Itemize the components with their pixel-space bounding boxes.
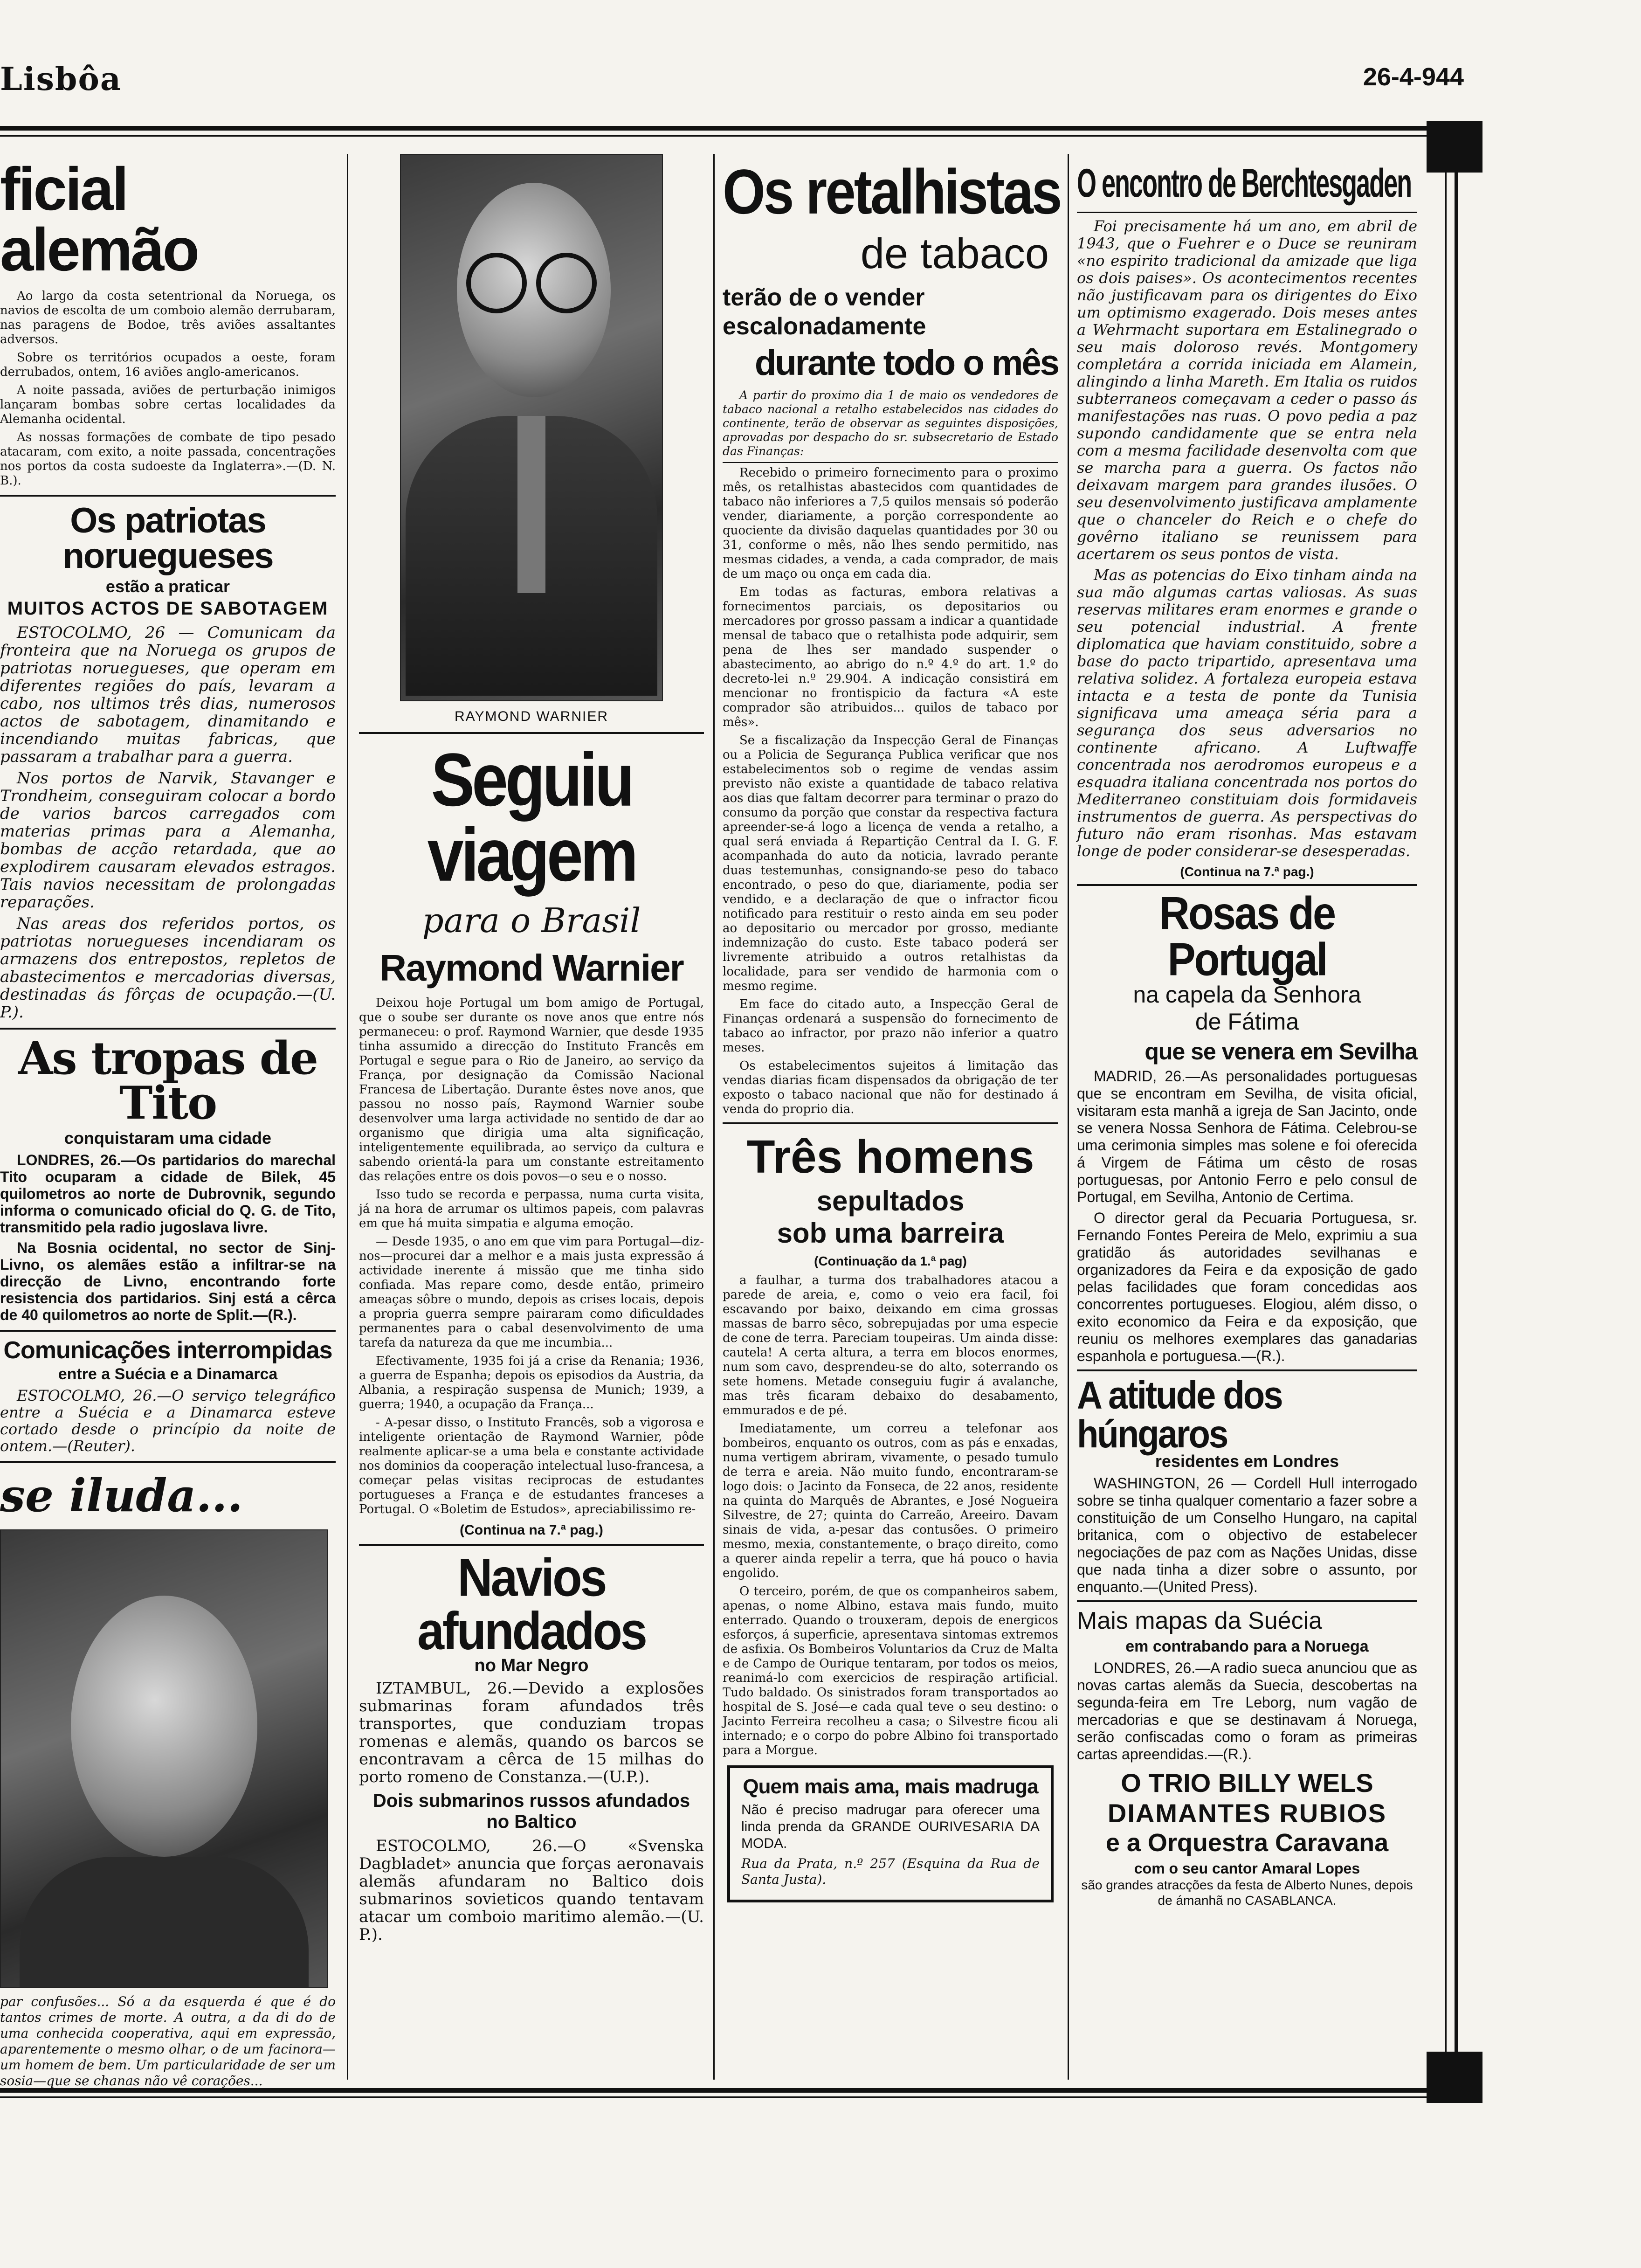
section-rule — [1077, 884, 1417, 886]
paragraph: Em face do citado auto, a Inspecção Geral de Finanças ordenará a suspensão do fornecimento de tabaco ao infractor, por prazo não inferior a quatro meses. — [723, 997, 1058, 1055]
column-2 — [359, 154, 704, 2080]
paragraph: Se a fiscalização da Inspecção Geral de Finanças ou a Policia de Segurança Publica verificar que nos estabelecimentos sob o regime de vendas assim previsto não existe a quantidade de tabaco relativa aos dias que faltam decorrer para terminar o prazo do consumo da porção que constar da respectiva factura apreender-se-á logo a licença de venda a retalho, a qual será enviada á Repartição Central da I. G. F. acompanhada do auto da noticia, lavrado perante duas testemunhas, consignando-se peso do tabaco encontrado, o peso do que, diariamente, podia ser vendido, e a declaração de que o infractor ficou notificado para restituir o resto ainda em seu poder ao depositario ou mercador por grosso, mediante indemnização do custo. Este tabaco poderá ser livremente atribuido a outros retalhistas da localidade, para ser vendido de harmonia com o mesmo regime. — [723, 733, 1058, 993]
subheadline: residentes em Londres — [1155, 1452, 1339, 1471]
ad-line: e a Orquestra Caravana — [1105, 1829, 1389, 1857]
subheadline: conquistaram uma cidade — [64, 1128, 272, 1148]
section-rule — [359, 1544, 704, 1546]
story-mapas — [1077, 1607, 1417, 1763]
ad-text: são grandes atracções da festa de Alberto Nunes, depois de ámanhã no CASABLANCA. — [1081, 1878, 1413, 1908]
ad-address: Rua da Prata, n.º 257 (Esquina da Rua de Santa Justa). — [741, 1856, 1040, 1887]
subheadline: durante todo o mês — [754, 343, 1058, 383]
tie-image — [517, 416, 545, 593]
paragraph: Na Bosnia ocidental, no sector de Sinj-Livno, os alemães estão a infiltrar-se na direcção de Livno, encontrando forte resistencia dos partidarios. Sinj está a cêrca de 40 quilometros ao norte de Split.—(R.). — [0, 1239, 336, 1323]
headline: Mais mapas da Suécia — [1077, 1607, 1323, 1634]
subheadline: entre a Suécia e a Dinamarca — [58, 1365, 278, 1383]
subheadline: na capela da Senhora — [1133, 982, 1361, 1008]
continued-note: (Continuação da 1.ª pag) — [814, 1254, 967, 1268]
paragraph: Mas as potencias do Eixo tinham ainda na sua mão algumas cartas valiosas. As suas reservas militares eram enormes e grande o seu potencial industrial. A frente diplomatica que haviam constituido, sobre a base do pacto tripartido, apresentava uma relativa solidez. A fortaleza europeia estava intacta e a testa de ponte da Tunisia significava uma ameaça séria para a segurança dos seus adversarios no continente africano. A Luftwaffe concentrada nos aerodromos europeus e a esquadra italiana concentrada nos portos do Mediterraneo constituiam dois formidaveis instrumentos de guerra. As perspectivas do futuro não eram risonhas. Mas estavam longe de poder considerar-se desesperadas. — [1077, 566, 1417, 860]
paragraph: - A-pesar disso, o Instituto Francês, sob a vigorosa e inteligente orientação de Raymond Warnier, pôde realmente aplicar-se a uma bela e constante actividade nos dominios da cooperação intelectual luso-francesa, a começar pelas visitas reciprocas de estudantes portugueses a França e de estudantes franceses a Portugal. O «Boletim de Estudos», apreciabilissimo re- — [359, 1416, 704, 1516]
section-rule — [723, 1122, 1058, 1124]
bottom-rule-thin — [0, 2096, 1464, 2098]
subheadline: sepultados — [816, 1185, 965, 1217]
ad-ourivesaria — [727, 1765, 1054, 1902]
story-hungaros — [1077, 1373, 1417, 1596]
subheadline: sob uma barreira — [777, 1217, 1004, 1249]
paragraph: Deixou hoje Portugal um bom amigo de Portugal, que o soube ser durante os nove anos que entre nós permaneceu: o prof. Raymond Warnier, que desde 1935 tinha assumido a direcção do Instituto Francês em Portugal e segue para o Rio de Janeiro, ao serviço da França, por designação da Comissão Nacional Francesa de Libertação. Durante êstes nove anos, que passou no nosso país, Raymond Warnier soube desenvolver uma larga actividade no sentido de dar ao organismo que dirigia uma alta significação, inteligentemente equilibrada, ao serviço da cultura e sabendo orientá-la para um constante estreitamento das relações entre os dois povos—o seu e o nosso. — [359, 996, 704, 1183]
headline: Os retalhistas — [723, 156, 1061, 228]
story-patriotas — [0, 503, 336, 1021]
face-image — [71, 1596, 257, 1857]
paragraph: As nossas formações de combate de tipo pesado atacaram, com exito, a noite passada, concentrações nos portos da costa sudoeste da Inglaterra».—(D. N. B.). — [0, 430, 336, 488]
continued-note: (Continua na 7.ª pag.) — [460, 1522, 603, 1538]
story-tropas-tito — [0, 1032, 336, 1323]
section-rule — [0, 1028, 336, 1030]
right-border — [1455, 173, 1458, 2052]
headline: As tropas de Tito — [18, 1032, 317, 1129]
column-1 — [0, 154, 336, 2088]
paragraph: Recebido o primeiro fornecimento para o proximo mês, os retalhistas abastecidos com quantidades de tabaco não inferiores a 7,5 quilos mensais só poderão vender, diariamente, a porção correspondente ao quociente da divisão daquelas quantidades por 30 ou 31, conforme o mês, não lhes sendo permitido, nas mesmas cidades, a venda, a cada comprador, de mais de um maço ou onça em cada dia. — [723, 466, 1058, 581]
story-sosia — [0, 1469, 336, 2089]
paragraph: ESTOCOLMO, 26.—O «Svenska Dagbladet» anuncia que forças aeronavais alemãs afundaram no Baltico dois submarinos sovieticos quando tentavam atacar um comboio maritimo alemão.—(U. P.). — [359, 1837, 704, 1944]
ad-title: Quem mais ama, mais madruga — [743, 1775, 1038, 1798]
paragraph: Os estabelecimentos sujeitos á limitação das vendas diarias ficam dispensados da obrigação de ter exposto o tabaco nacional que não for destinado á venda do proprio dia. — [723, 1059, 1058, 1116]
ad-text: Não é preciso madrugar para oferecer uma linda prenda da GRANDE OURIVESARIA DA MODA. — [741, 1802, 1040, 1851]
margin-block-top — [1427, 121, 1482, 173]
paragraph: Foi precisamente há um ano, em abril de 1943, que o Fuehrer e o Duce se reuniram «no espirito tradicional da amizade que liga os dois paises». Os acontecimentos recentes não justificavam para os dirigentes do Eixo um optimismo exagerado. Dois meses antes a Wehrmacht suportara em Estalinegrado o seu mais doloroso revés. Montgomery completára a corrida iniciada em Alamein, alingindo a linha Mareth. Em Italia os ruidos subterraneos começavam a ceder o passo ás manifestações nas ruas. O povo pedia a paz supondo candidamente que se entra nela com a mesma facilidade desenvolta com que se marcha para a guerra. Os factos não deixavam margem para grandes ilusões. O seu desenvolvimento justificava amplamente que o chanceler do Reich e o chefe do govêrno italiano se reunissem para acertarem os seus pontos de vista. — [1077, 217, 1417, 563]
paragraph: Ao largo da costa setentrional da Noruega, os navios de escolta de um comboio alemão derrubaram, nas paragens de Bodoe, três aviões assaltantes adversos. — [0, 289, 336, 346]
subheadline: de Fátima — [1195, 1009, 1299, 1035]
masthead-rule-thin — [0, 135, 1464, 137]
subheadline: terão de o vender escalonadamente — [723, 284, 926, 340]
headline: Comunicações interrompidas — [3, 1337, 332, 1364]
subheadline: estão a praticar — [105, 577, 230, 596]
column-divider-2 — [713, 154, 715, 2080]
paragraph: a faulhar, a turma dos trabalhadores atacou a parede de areia, e, como o veio era facil, foi escavando por baixo, deixando em cima grossas massas de barro sêco, sobrepujadas por uma especie de cone de terra. Pareciam toupeiras. Um ainda disse: cautela! A certa altura, a terra em blocos enormes, num som cavo, desprendeu-se do alto, soterrando os sete homens. Metade conseguiu fugir á avalanche, mas três ficaram debaixo do desabamento, emmurados e de pé. — [723, 1273, 1058, 1418]
subheadline: de tabaco — [860, 230, 1049, 277]
newspaper-title: Lisbôa — [0, 61, 122, 98]
headline: Os patriotas noruegueses — [62, 501, 273, 576]
margin-block-bottom — [1427, 2052, 1482, 2103]
paragraph: Isso tudo se recorda e perpassa, numa curta visita, já na hora de arrumar os ultimos papeis, com palavras em que há muita simpatia e alguma emoção. — [359, 1188, 704, 1231]
section-rule — [359, 732, 704, 734]
paragraph: WASHINGTON, 26 — Cordell Hull interrogado sobre se tinha qualquer comentario a fazer sobre a constituição de um Conselho Hungaro, na capital britanica, com o objectivo de estabelecer negociações de paz com as Nações Unidas, disse que nada tinha a dizer sobre o assunto, por enquanto.—(United Press). — [1077, 1475, 1417, 1595]
subheadline: no Mar Negro — [474, 1656, 589, 1675]
section-rule — [0, 1330, 336, 1332]
paragraph: ESTOCOLMO, 26.—O serviço telegráfico entre a Suécia e a Dinamarca esteve cortado desde o princípio da noite de ontem.—(Reuter). — [0, 1387, 336, 1455]
ad-casablanca — [1077, 1768, 1417, 1908]
paragraph: LONDRES, 26.—Os partidarios do marechal Tito ocuparam a cidade de Bilek, 45 quilometros ao norte de Dubrovnik, segundo informa o comunicado oficial do Q. G. de Tito, transmitido pela radio jugoslava livre. — [0, 1152, 336, 1236]
ad-line: O TRIO BILLY WELS — [1121, 1768, 1373, 1798]
column-divider-3 — [1068, 154, 1069, 2080]
headline: ficial alemão — [0, 155, 198, 284]
headline: A atitude dos húngaros — [1077, 1373, 1282, 1456]
glasses-image — [466, 253, 527, 313]
column-divider-1 — [347, 154, 348, 2080]
right-border-thin — [1445, 173, 1447, 2052]
section-rule — [1077, 1600, 1417, 1602]
paragraph: A noite passada, aviões de perturbação inimigos lançaram bombas sobre certas localidades da Alemanha ocidental. — [0, 383, 336, 426]
shoulders-image — [20, 1857, 309, 1987]
section-rule — [1077, 212, 1417, 213]
glasses-image — [536, 253, 597, 313]
headline: Navios afundados — [417, 1548, 646, 1661]
subheadline: que se venera em Sevilha — [1145, 1038, 1417, 1065]
paragraph: Em todas as facturas, embora relativas a fornecimentos parciais, os depositarios ou mercadores por grosso passam a indicar a quantidade mensal de tabaco que o retalhista pode adquirir, sem pena de lhes ser mandado suspender o abastecimento, ao abrigo do n.º 4.º do art. 1.º do decreto-lei n.º 29.904. A indicação consistirá em mencionar no frontispicio da factura «A este comprador são atribuidos... quilos de tabaco por mês». — [723, 585, 1058, 729]
paragraph: O director geral da Pecuaria Portuguesa, sr. Fernando Fontes Pereira de Melo, exprimiu a sua gratidão ás autoridades sevilhanas e organizadores da Feira e da exposição de gado pelas facilidades que foram concedidas aos concorrentes portugueses. Elogiou, além disso, o exito economico da Feira e da exposição, que reuniu os melhores exemplares das ganadarias espanhola e portuguesa.—(R.). — [1077, 1210, 1417, 1364]
photo-caption: RAYMOND WARNIER — [455, 709, 608, 724]
lead-paragraph: A partir do proximo dia 1 de maio os vendedores de tabaco nacional a retalho estabelecidos nas cidades do continente, terão de observar as seguintes disposições, aprovadas por despacho do sr. subsecretario de Estado das Finanças: — [723, 388, 1058, 458]
subheadline: para o Brasil — [422, 901, 641, 940]
ad-line: com o seu cantor Amaral Lopes — [1134, 1860, 1360, 1877]
section-rule — [723, 462, 1058, 463]
continued-note: (Continua na 7.ª pag.) — [1180, 864, 1314, 879]
masthead-rule — [0, 126, 1464, 131]
paragraph: Sobre os territórios ocupados a oeste, foram derrubados, ontem, 16 aviões anglo-americanos. — [0, 351, 336, 379]
column-4 — [1077, 154, 1417, 2080]
subheadline: MUITOS ACTOS DE SABOTAGEM — [7, 598, 329, 619]
issue-date: 26-4-944 — [1363, 63, 1464, 91]
warnier-photo — [400, 154, 663, 701]
paragraph: IZTAMBUL, 26.—Devido a explosões submarinas foram afundados três transportes, que conduziam tropas romenas e alemãs, quando os barcos se encontravam a cêrca de 15 milhas do porto romeno de Constanza.—(U.P.). — [359, 1679, 704, 1786]
story-oficial-alemao — [0, 155, 336, 488]
story-rosas — [1077, 888, 1417, 1365]
subheadline-name: Raymond Warnier — [379, 947, 683, 989]
paragraph: Imediatamente, um correu a telefonar aos bombeiros, enquanto os outros, com as pás e enxadas, numa vertigem abriram, vivamente, o pesado tumulo de terra e areia. Não muito fundo, encontraram-se logo dois: o Jacinto da Fonseca, de 22 anos, residente na quinta do Marquês de Abrantes, e José Nogueira Silvestre, de 27; quinta do Carreão, Areeiro. Davam sinais de vida, a-pesar das contusões. O primeiro mesmo, mexia, constantemente, o braço direito, como a querer ainda repelir a terra, que há pouco o havia engolido. — [723, 1422, 1058, 1580]
section-rule — [1077, 1369, 1417, 1371]
ad-line: DIAMANTES RUBIOS — [1107, 1798, 1387, 1828]
paragraph: LONDRES, 26.—A radio sueca anunciou que as novas cartas alemãs da Suecia, descobertas na segunda-feira em Tre Leborg, num vagão de mercadorias e que se destinavam á Noruega, serão confiscadas como o foram as primeiras cartas apreendidas.—(R.). — [1077, 1660, 1417, 1763]
paragraph: — Desde 1935, o ano em que vim para Portugal—diz-nos—procurei dar a melhor e a mais justa expressão á actividade inerente á missão que me tinha sido confiada. Mas repare como, desde então, primeiro ameaças sôbre o mundo, depois as crises locais, depois a propria guerra sempre pairaram como dificuldades permanentes para o cabal desenvolvimento de uma tarefa da natureza da que me incumbia... — [359, 1235, 704, 1350]
story-comunicacoes — [0, 1338, 336, 1454]
section-rule — [0, 1461, 336, 1463]
story-tres-homens — [723, 1131, 1058, 1758]
story-navios — [359, 1548, 704, 1944]
section-rule — [0, 495, 336, 497]
headline: Três homens — [746, 1131, 1034, 1183]
column-3 — [723, 154, 1061, 2080]
paragraph: Nas areas dos referidos portos, os patriotas noruegueses incendiaram os armazens dos entrepostos, repletos de abastecimentos e mercadorias diversas, destinadas ás fôrças de ocupação.—(U. P.). — [0, 914, 336, 1022]
paragraph: Efectivamente, 1935 foi já a crise da Renania; 1936, a guerra de Espanha; depois os episodios da Austria, da Albania, a respiração suspensa de Munich; 1939, a guerra; 1940, a ocupação da França... — [359, 1354, 704, 1411]
photo-caption: par confusões... Só a da esquerda é que é do tantos crimes de morte. A outra, a da di do de uma conhecida cooperativa, aqui em expressão, aparentemente o mesmo olhar, o de um facinora—um homem de bem. Um particularidade de ser um sosia—que se chanas não vê corações... — [0, 1994, 336, 2088]
subheadline: Dois submarinos russos afundados no Baltico — [372, 1791, 690, 1832]
headline: O encontro de Berchtesgaden — [1077, 161, 1412, 206]
paragraph: Nos portos de Narvik, Stavanger e Trondheim, conseguiram colocar a bordo de varios barcos carregados com materias primas para a Alemanha, bombas de acção retardada, que ao explodirem causaram elevados estragos. Tais navios necessitam de prolongadas reparações. — [0, 769, 336, 912]
portrait-photo — [0, 1529, 328, 1988]
paragraph: MADRID, 26.—As personalidades portuguesas que se encontram em Sevilha, de visita oficial, visitaram esta manhã a igreja de San Jacinto, onde se venera Nossa Senhora de Fátima. Celebrou-se uma cerimonia simples mas solene e foi oferecida á Virgem de Fátima um cêsto de rosas portuguesas, por Antonio Ferro e pelo consul de Portugal, em Sevilha, Antonio de Certima. — [1077, 1068, 1417, 1205]
headline: Rosas de Portugal — [1159, 888, 1335, 986]
paragraph: ESTOCOLMO, 26 — Comunicam da fronteira que na Noruega os grupos de patriotas noruegueses, que operam em diferentes regiões do país, levaram a cabo, nos ultimos três dias, numerosos actos de sabotagem, dinamitando e incendiando muitas fabricas, que passaram a trabalhar para a guerra. — [0, 623, 336, 766]
paragraph: O terceiro, porém, de que os companheiros sabem, apenas, o nome Albino, estava mais fundo, muito enterrado. Quando o trouxeram, depois de energicos esforços, á superficie, apresentava sintomas extremos de asfixia. Os Bombeiros Voluntarios da Cruz de Malta e de Campo de Ourique tentaram, por todos os meios, reanimá-lo com exercicios de respiração artificial. Tudo baldado. Os sinistrados foram transportados ao hospital de S. José—e cada qual teve o seu destino: o Jacinto Ferreira recolheu a casa; o Silvestre ficou ali internado; e o corpo do pobre Albino foi transportado para a Morgue. — [723, 1584, 1058, 1757]
masthead — [0, 56, 1464, 107]
headline: Seguiu viagem — [427, 737, 636, 897]
headline: se iluda... — [0, 1469, 243, 1522]
subheadline: em contrabando para a Noruega — [1125, 1638, 1369, 1655]
